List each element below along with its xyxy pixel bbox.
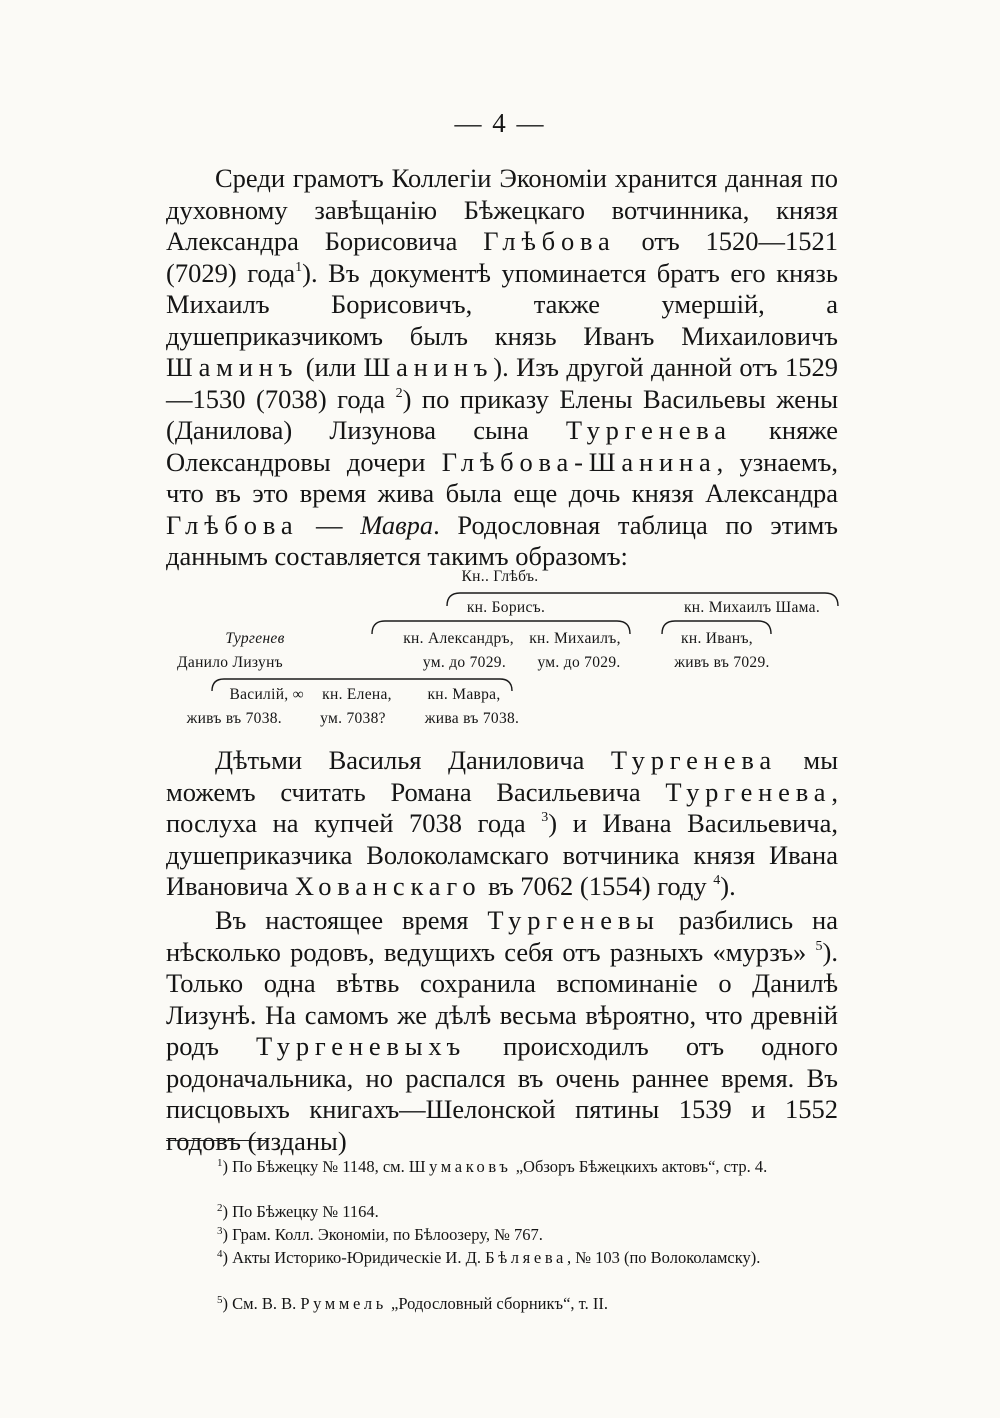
footnote-2: $^2$) По Бѣжецку № 1164.	[217, 1202, 379, 1221]
footnote-separator	[166, 1140, 266, 1141]
footnote-3: $^3$) Грам. Колл. Экономіи, по Бѣлоозеру, № 767.	[217, 1225, 543, 1244]
elena-note: ум. 7038?	[320, 710, 386, 727]
vasiliy-note: живъ въ 7038.	[186, 710, 282, 727]
footnote-ref-1[interactable]: 1	[295, 259, 303, 275]
footnote-ref-3[interactable]: 3	[541, 810, 549, 825]
brace-marriage-children	[212, 679, 512, 691]
paragraph-3: Въ настоящее время Тургеневы разбились на нѣсколько родовъ, ведущихъ себя отъ разныхъ «мурзъ» $^5$). Только одна вѣтвь сохранила вспоминаніе о Данилѣ Лизунѣ. На самомъ же дѣлѣ весьма вѣроятно, что древній родъ Тургеневыхъ происходилъ отъ одного родоначальника, но распался въ очень раннее время. Въ писцовыхъ книгахъ—Шелонской пятины 1539 и 1552 годовъ (изданы)	[166, 905, 838, 1156]
page-number: — 4 —	[454, 108, 546, 138]
alexandr-note: ум. до 7029.	[422, 654, 506, 671]
footnote-1: $^1$) По Бѣжецку № 1148, см. Шумаковъ „Обзоръ Бѣжецкихъ актовъ“, стр. 4.	[217, 1157, 768, 1176]
mavra-note: жива въ 7038.	[424, 710, 520, 727]
mikhail-node: кн. Михаилъ,	[529, 630, 621, 647]
vasiliy-node: Василій, ∞	[229, 686, 304, 703]
boris-node: кн. Борисъ.	[466, 599, 546, 616]
ivan-note: живъ въ 7029.	[674, 654, 770, 671]
turgenev-label: Тургенев	[225, 630, 285, 647]
danilo-node: Данило Лизунъ	[177, 654, 283, 671]
brace-mikhail-shama-children	[662, 621, 771, 634]
paragraph-2: Дѣтьми Василья Даниловича Тургенева мы можемъ считать Романа Васильевича Тургенева, послуха на купчей 7038 года $^3$) и Ивана Васильевича, душеприказчика Волоколамскаго вотчиника князя Ивана Ивановича Хованскаго въ 7062 (1554) году $^4$).	[166, 745, 839, 901]
paragraph-1: Среди грамотъ Коллегіи Экономіи хранится данная по духовному завѣщанію Бѣжецкаго вотчинника, князя Александра Борисовича Глѣбова отъ 1520—1521 (7029) года$^1$). Въ документѣ упоминается братъ его князь Михаилъ Борисовичъ, также умершій, а душеприказчикомъ былъ князь Иванъ Михаиловичъ Шаминъ (или Шанинъ). Изъ другой данной отъ 1529—1530 (7038) года $^2$) по приказу Елены Васильевы жены (Данилова) Лизунова сына Тургенева княже Олександровы дочери Глѣбова-Шанина, узнаемъ, что въ это время жива была еще дочь князя Александра Глѣбова — Мавра. Родословная таблица по этимъ даннымъ составляется такимъ образомъ:	[166, 163, 839, 571]
footnote-5: $^5$) См. В. В. Руммель „Родословный сборникъ“, т. II.	[217, 1294, 608, 1313]
footnote-ref-4[interactable]: 4	[713, 873, 721, 888]
elena-node: кн. Елена,	[322, 686, 392, 703]
alexandr-node: кн. Александръ,	[403, 630, 514, 647]
footnote-ref-5[interactable]: 5	[815, 938, 823, 954]
gleb-node: Кн.. Глѣбъ.	[461, 568, 539, 585]
footnote-4: $^4$) Акты Историко-Юридическіе И. Д. Бѣляева, № 103 (по Волоколамску).	[217, 1248, 761, 1267]
footnote-ref-2[interactable]: 2	[395, 385, 403, 401]
mikhail-note: ум. до 7029.	[537, 654, 621, 671]
brace-gleb-children	[447, 593, 838, 606]
mikhail-shama-node: кн. Михаилъ Шама.	[683, 599, 821, 616]
brace-boris-children	[372, 621, 630, 634]
mavra-node: кн. Мавра,	[427, 686, 501, 703]
ivan-node: кн. Иванъ,	[681, 630, 753, 647]
